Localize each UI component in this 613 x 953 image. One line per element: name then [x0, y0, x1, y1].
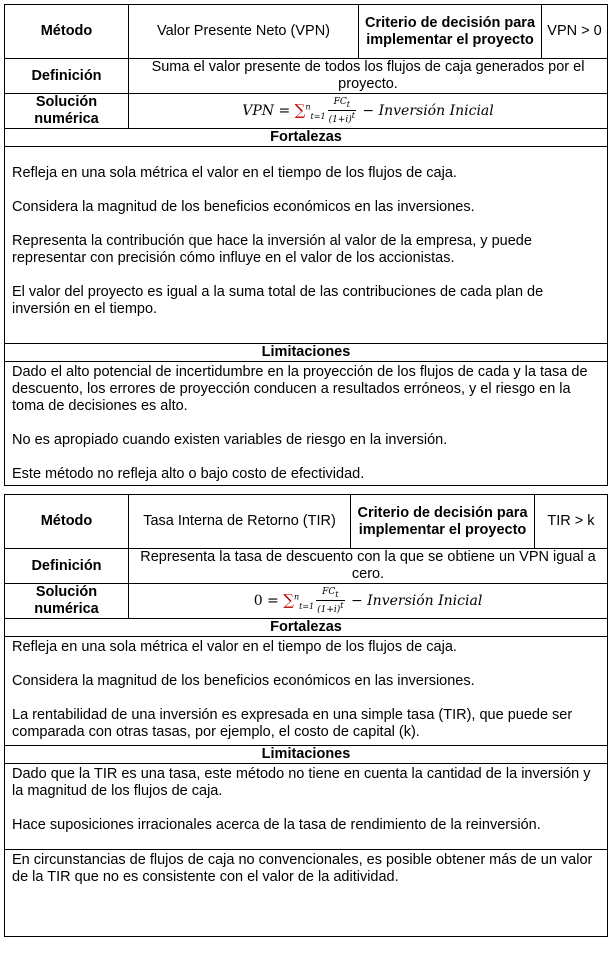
fraction [328, 97, 356, 125]
frac-num: FC [322, 587, 336, 598]
solution-label: Solución numérica [5, 584, 129, 619]
frac-den: (1+i) [317, 604, 341, 615]
definition-label: Definición [5, 59, 129, 94]
method-name: Valor Presente Neto (VPN) [129, 5, 359, 59]
limitation-item: Hace suposiciones irracionales acerca de la tasa de rendimiento de la reinversión. [12, 817, 541, 833]
strength-item: Considera la magnitud de los beneficios económicos en las inversiones. [12, 673, 475, 689]
strength-item: Considera la magnitud de los beneficios económicos en las inversiones. [12, 199, 475, 215]
definition-text: Representa la tasa de descuento con la que se obtiene un VPN igual a cero. [129, 549, 608, 584]
strength-item: Representa la contribución que hace la inversión al valor de la empresa, y puede representar con precisión cómo influye en el valor de los accionistas. [12, 233, 532, 266]
frac-den-sup: t [351, 110, 355, 120]
definition-text: Suma el valor presente de todos los flujos de caja generados por el proyecto. [129, 59, 608, 94]
strengths-header: Fortalezas [5, 129, 608, 147]
sum-lower: t=1 [310, 111, 326, 121]
strength-item: Refleja en una sola métrica el valor en el tiempo de los flujos de caja. [12, 165, 457, 181]
limitations-list-continued [5, 850, 608, 937]
frac-num-sub: t [335, 589, 339, 599]
limitations-header: Limitaciones [5, 344, 608, 362]
fraction [316, 587, 344, 615]
sum-lower: t=1 [299, 601, 315, 611]
limitations-list [5, 362, 608, 486]
strength-item: Refleja en una sola métrica el valor en el tiempo de los flujos de caja. [12, 639, 457, 655]
limitation-item: No es apropiado cuando existen variables de riesgo en la inversión. [12, 432, 448, 448]
frac-den-sup: t [340, 600, 344, 610]
criterion-label: Criterio de decisión para implementar el proyecto [359, 5, 542, 59]
frac-num: FC [333, 97, 347, 108]
sum-symbol: ∑ [294, 101, 306, 119]
formula-rhs: − Inversión Inicial [346, 593, 483, 609]
limitation-item: Dado que la TIR es una tasa, este método no tiene en cuenta la cantidad de la inversión y la magnitud de los flujos de caja. [12, 766, 591, 799]
strengths-header: Fortalezas [5, 619, 608, 637]
method-label: Método [5, 5, 129, 59]
strength-item: La rentabilidad de una inversión es expresada en una simple tasa (TIR), que puede ser comparada con otras tasas, por ejemplo, el costo de capital (k). [12, 707, 573, 740]
frac-den: (1+i) [328, 114, 352, 125]
limitation-item: Este método no refleja alto o bajo costo de efectividad. [12, 466, 365, 482]
formula-lhs: VPN = [242, 103, 295, 119]
frac-num-sub: t [346, 99, 350, 109]
sum-upper: n [305, 102, 311, 112]
sum-symbol: ∑ [283, 591, 294, 609]
vpn-method-table [4, 4, 608, 486]
formula [129, 94, 608, 129]
tir-method-table [4, 494, 608, 937]
method-label: Método [5, 495, 129, 549]
criterion-value: VPN > 0 [542, 5, 608, 59]
limitation-item: En circunstancias de flujos de caja no convencionales, es posible obtener más de un valor de la TIR que no es consistente con el valor de la aditividad. [12, 852, 593, 885]
strengths-list [5, 637, 608, 746]
formula [129, 584, 608, 619]
criterion-label: Criterio de decisión para implementar el proyecto [351, 495, 535, 549]
method-name: Tasa Interna de Retorno (TIR) [129, 495, 351, 549]
definition-label: Definición [5, 549, 129, 584]
limitations-list [5, 764, 608, 850]
sum-upper: n [293, 592, 300, 602]
limitation-item: Dado el alto potencial de incertidumbre en la proyección de los flujos de cada y la tasa de descuento, los errores de proyección conducen a resultados erróneos, y el riesgo en la toma de decisiones es alto. [12, 364, 588, 414]
strengths-list [5, 147, 608, 344]
solution-label: Solución numérica [5, 94, 129, 129]
strength-item: El valor del proyecto es igual a la suma total de las contribuciones de cada plan de inversión en el tiempo. [12, 284, 544, 317]
limitations-header: Limitaciones [5, 746, 608, 764]
formula-rhs: − Inversión Inicial [357, 103, 494, 119]
formula-lhs: 0 = [253, 593, 284, 609]
criterion-value: TIR > k [535, 495, 608, 549]
